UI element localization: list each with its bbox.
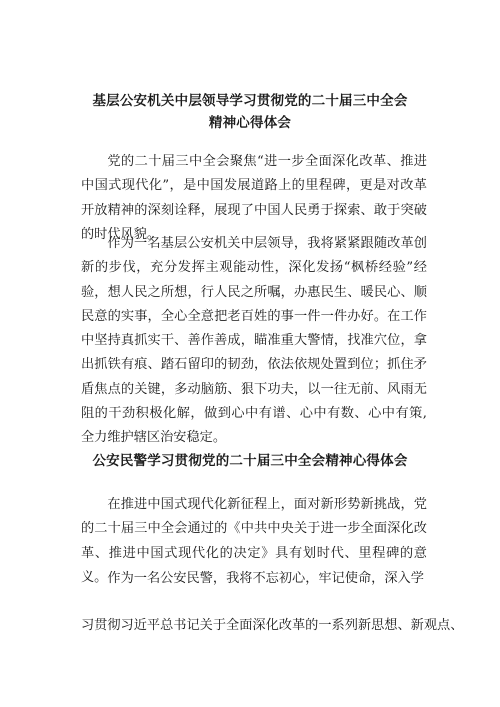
article2-paragraph-3: 习贯彻习近平总书记关于全面深化改革的一系列新思想、新观点、 xyxy=(81,618,464,633)
article1-paragraph-1: 党的二十届三中全会聚焦“进一步全面深化改革、推进中国式现代化”，是中国发展道路上的里程碑，更是对改革开放精神的深刻诠释，展现了中国人民勇于探索、敢于突破的时代风貌。 xyxy=(81,154,427,242)
article2-title: 公安民警学习贯彻党的二十届三中全会精神心得体会 xyxy=(92,453,408,469)
article1-title xyxy=(0,90,500,134)
article2-paragraph-2: 作为一名公安民警，我将不忘初心，牢记使命，深入学 xyxy=(107,571,424,586)
article2-paragraph-1: 在推进中国式现代化新征程上，面对新形势新挑战，党的二十届三中全会通过的《中共中央关于进一步全面深化改革、推进中国式现代化的决定》具有划时代、里程碑的意义。 xyxy=(81,497,427,585)
article1-paragraph-2: 作为一名基层公安机关中层领导，我将紧紧跟随改革创新的步伐，充分发挥主观能动性，深化发扬“枫桥经验”经验，想人民之所想，行人民之所嘱，办惠民生、暖民心、顺民意的实事，全心全意把老百姓的事一件一件办好。在工作中坚持真抓实干、善作善成，瞄准重大警情，找准穴位，拿出抓铁有痕、踏石留印的韧劲，依法依规处置到位；抓住矛盾焦点的关键，多动脑筋、狠下功夫，以一往无前、风雨无阻的干劲积极化解，做到心中有谱、心中有数、心中有策,全力维护辖区治安稳定。 xyxy=(81,236,427,446)
article1-title-line1: 基层公安机关中层领导学习贯彻党的二十届三中全会 xyxy=(92,93,408,109)
article1-title-line2: 精神心得体会 xyxy=(208,115,292,131)
